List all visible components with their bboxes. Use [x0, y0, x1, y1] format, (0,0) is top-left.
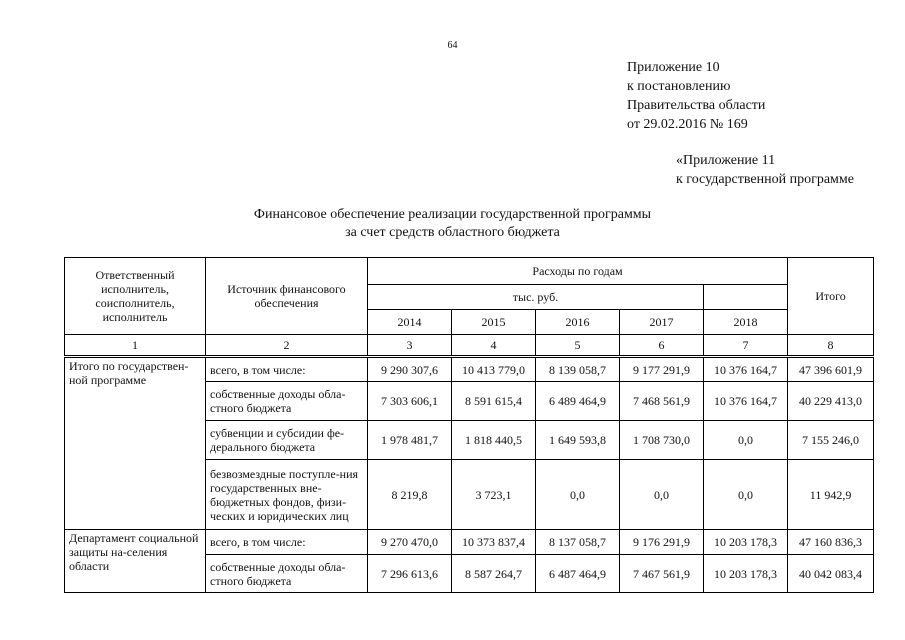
- source-cell: собственные доходы обла-стного бюджета: [206, 382, 368, 421]
- value-cell: 10 376 164,7: [704, 382, 788, 421]
- appendix-line: Правительства области: [627, 98, 766, 113]
- header-year: 2015: [452, 310, 536, 335]
- header-year: 2016: [536, 310, 620, 335]
- value-cell: 0,0: [536, 460, 620, 530]
- financing-table: [64, 257, 874, 593]
- appendix-line: к постановлению: [627, 79, 731, 94]
- header-unit-blank: [704, 285, 788, 310]
- total-cell: 11 942,9: [788, 460, 874, 530]
- column-number: 2: [206, 335, 368, 357]
- column-number: 5: [536, 335, 620, 357]
- header-unit: тыс. руб.: [368, 285, 704, 310]
- column-number-row: [65, 335, 874, 357]
- header-total: Итого: [788, 258, 874, 335]
- value-cell: 9 290 307,6: [368, 357, 452, 382]
- table-row: [65, 357, 874, 382]
- total-cell: 40 042 083,4: [788, 555, 874, 593]
- page-number: 64: [447, 40, 458, 51]
- document-title: [0, 206, 905, 242]
- value-cell: 8 587 264,7: [452, 555, 536, 593]
- column-number: 4: [452, 335, 536, 357]
- value-cell: 1 708 730,0: [620, 421, 704, 460]
- value-cell: 0,0: [704, 421, 788, 460]
- header-year: 2017: [620, 310, 704, 335]
- value-cell: 1 818 440,5: [452, 421, 536, 460]
- value-cell: 8 219,8: [368, 460, 452, 530]
- value-cell: 6 489 464,9: [536, 382, 620, 421]
- appendix-line: от 29.02.2016 № 169: [627, 117, 748, 132]
- title-line: Финансовое обеспечение реализации государственной программы: [253, 207, 652, 222]
- column-number: 6: [620, 335, 704, 357]
- value-cell: 6 487 464,9: [536, 555, 620, 593]
- value-cell: 10 203 178,3: [704, 555, 788, 593]
- total-cell: 47 160 836,3: [788, 530, 874, 555]
- header-expenses: Расходы по годам: [368, 258, 788, 285]
- value-cell: 3 723,1: [452, 460, 536, 530]
- value-cell: 10 203 178,3: [704, 530, 788, 555]
- value-cell: 1 978 481,7: [368, 421, 452, 460]
- column-number: 3: [368, 335, 452, 357]
- appendix-line: Приложение 10: [627, 60, 720, 75]
- value-cell: 9 177 291,9: [620, 357, 704, 382]
- value-cell: 9 176 291,9: [620, 530, 704, 555]
- title-line: за счет средств областного бюджета: [345, 225, 560, 240]
- value-cell: 0,0: [704, 460, 788, 530]
- executor-cell: Итого по государствен-ной программе: [65, 357, 206, 530]
- header-year: 2018: [704, 310, 788, 335]
- table-row: [65, 530, 874, 555]
- value-cell: 7 468 561,9: [620, 382, 704, 421]
- total-cell: 7 155 246,0: [788, 421, 874, 460]
- executor-cell: Департамент социальной защиты на-селения области: [65, 530, 206, 593]
- value-cell: 10 373 837,4: [452, 530, 536, 555]
- column-number: 1: [65, 335, 206, 357]
- value-cell: 10 413 779,0: [452, 357, 536, 382]
- total-cell: 47 396 601,9: [788, 357, 874, 382]
- header-source: Источник финансового обеспечения: [206, 258, 368, 335]
- value-cell: 8 591 615,4: [452, 382, 536, 421]
- value-cell: 1 649 593,8: [536, 421, 620, 460]
- value-cell: 7 303 606,1: [368, 382, 452, 421]
- source-cell: всего, в том числе:: [206, 357, 368, 382]
- value-cell: 10 376 164,7: [704, 357, 788, 382]
- value-cell: 7 467 561,9: [620, 555, 704, 593]
- source-cell: безвозмездные поступле-ния государственных вне-бюджетных фондов, физи-ческих и юридических лиц: [206, 460, 368, 530]
- total-cell: 40 229 413,0: [788, 382, 874, 421]
- appendix-11-block: [676, 151, 854, 189]
- header-year: 2014: [368, 310, 452, 335]
- value-cell: 8 139 058,7: [536, 357, 620, 382]
- value-cell: 8 137 058,7: [536, 530, 620, 555]
- appendix-line: к государственной программе: [676, 172, 854, 187]
- column-number: 7: [704, 335, 788, 357]
- appendix-block: [627, 58, 765, 134]
- header-executor: Ответственный исполнитель, соисполнитель, исполнитель: [65, 258, 206, 335]
- source-cell: собственные доходы обла-стного бюджета: [206, 555, 368, 593]
- appendix-line: «Приложение 11: [676, 153, 776, 168]
- column-number: 8: [788, 335, 874, 357]
- source-cell: всего, в том числе:: [206, 530, 368, 555]
- value-cell: 0,0: [620, 460, 704, 530]
- source-cell: субвенции и субсидии фе-дерального бюджета: [206, 421, 368, 460]
- value-cell: 7 296 613,6: [368, 555, 452, 593]
- value-cell: 9 270 470,0: [368, 530, 452, 555]
